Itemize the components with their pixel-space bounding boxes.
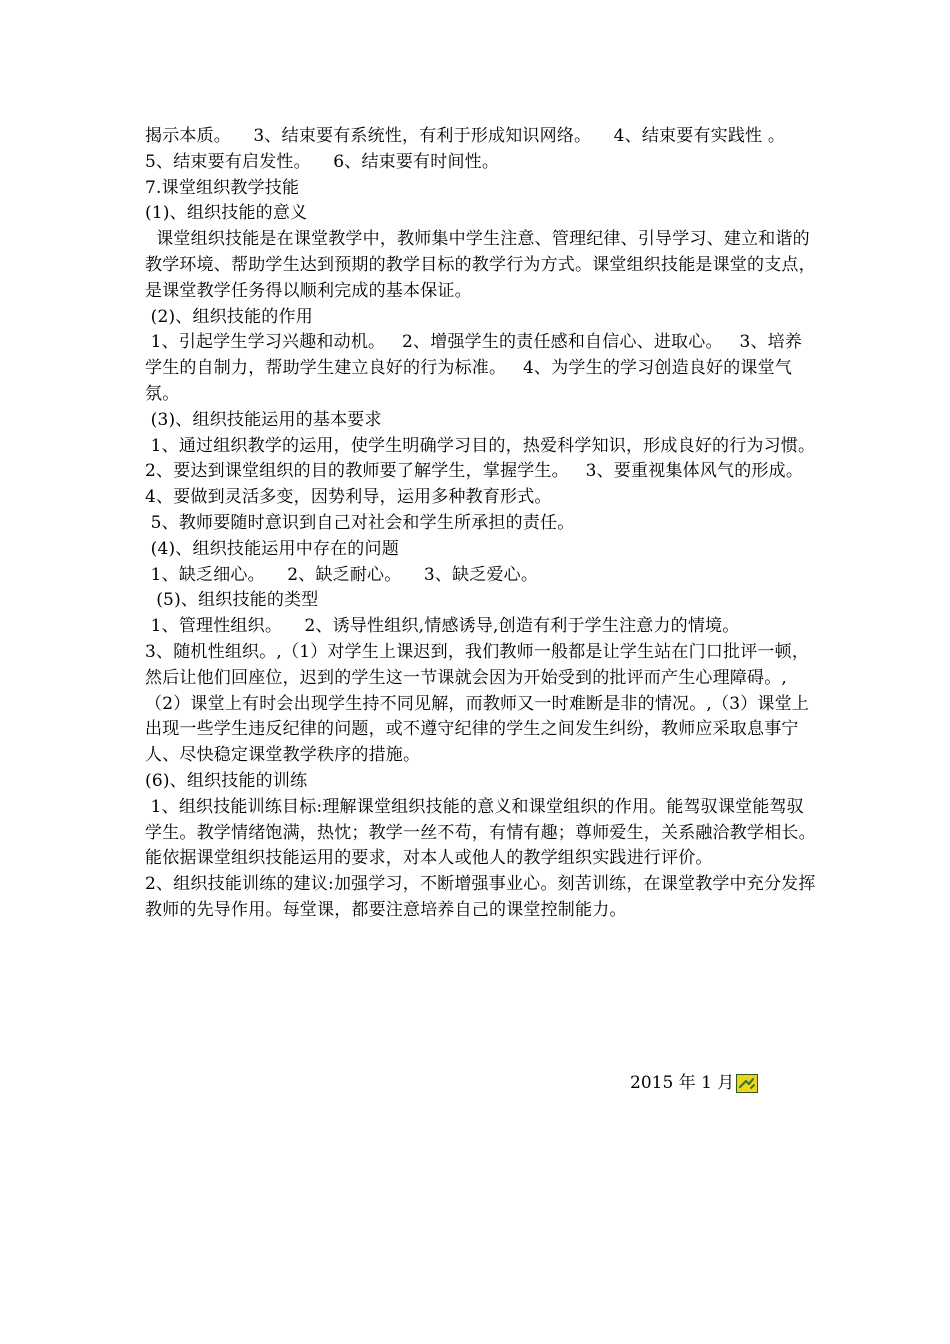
paragraph-requirements: 1、通过组织教学的运用，使学生明确学习目的，热爱科学知识，形成良好的行为习惯。 2、要达到课堂组织的目的教师要了解学生，掌握学生。 3、要重视集体风气的形成。 4、要做到灵活多变，因势利导，运用多种教育形式。 [145, 435, 833, 508]
paragraph-problems: 1、缺乏细心。 2、缺乏耐心。 3、缺乏爱心。 [145, 564, 539, 585]
paragraph-training-suggestions: 2、组织技能训练的建议:加强学习，不断增强事业心。刻苦训练，在课堂教学中充分发挥教师的先导作用。每堂课，都要注意培养自己的课堂控制能力。 [145, 874, 816, 920]
paragraph-types: 1、管理性组织。 2、诱导性组织,情感诱导,创造有利于学生注意力的情境。 [145, 616, 740, 637]
document-date: 2015 年 1 月 [630, 1073, 735, 1093]
section-heading-organization-skill: 7.课堂组织教学技能 [145, 177, 300, 198]
subheading-meaning: (1)、组织技能的意义 [145, 203, 308, 224]
subheading-training: (6)、组织技能的训练 [145, 770, 308, 791]
paragraph-training-goals: 1、组织技能训练目标:理解课堂组织技能的意义和课堂组织的作用。能驾驭课堂能驾驭学生。教学情绪饱满，热忱；教学一丝不苟，有情有趣；尊师爱生，关系融洽教学相长。能依据课堂组织技能运用的要求，对本人或他人的教学组织实践进行评价。 [145, 796, 816, 869]
document-body [145, 124, 833, 924]
paragraph-closing-principles: 揭示本质。 3、结束要有系统性，有利于形成知识网络。 4、结束要有实践性 。 5、结束要有启发性。 6、结束要有时间性。 [145, 126, 808, 172]
date-line [630, 1070, 758, 1096]
document-pencil-icon [736, 1074, 758, 1093]
subheading-function: (2)、组织技能的作用 [145, 306, 313, 327]
subheading-types: (5)、组织技能的类型 [145, 590, 319, 611]
subheading-requirements: (3)、组织技能运用的基本要求 [145, 409, 382, 430]
paragraph-function: 1、引起学生学习兴趣和动机。 2、增强学生的责任感和自信心、进取心。 3、培养学生的自制力，帮助学生建立良好的行为标准。 4、为学生的学习创造良好的课堂气氛。 [145, 332, 803, 404]
paragraph-requirement-5: 5、教师要随时意识到自己对社会和学生所承担的责任。 [145, 512, 575, 533]
paragraph-random-organization: 3、随机性组织。,（1）对学生上课迟到，我们教师一般都是让学生站在门口批评一顿，然后让他们回座位，迟到的学生这一节课就会因为开始受到的批评而产生心理障碍。,（2）课堂上有时会出现学生持不同见解，而教师又一时难断是非的情况。,（3）课堂上出现一些学生违反纪律的问题，或不遵守纪律的学生之间发生纠纷，教师应采取息事宁人、尽快稳定课堂教学秩序的措施。 [145, 641, 810, 766]
subheading-problems: (4)、组织技能运用中存在的问题 [145, 538, 399, 559]
paragraph-meaning: 课堂组织技能是在课堂教学中，教师集中学生注意、管理纪律、引导学习、建立和谐的教学环境、帮助学生达到预期的教学目标的教学行为方式。课堂组织技能是课堂的支点，是课堂教学任务得以顺利完成的基本保证。 [145, 229, 816, 301]
